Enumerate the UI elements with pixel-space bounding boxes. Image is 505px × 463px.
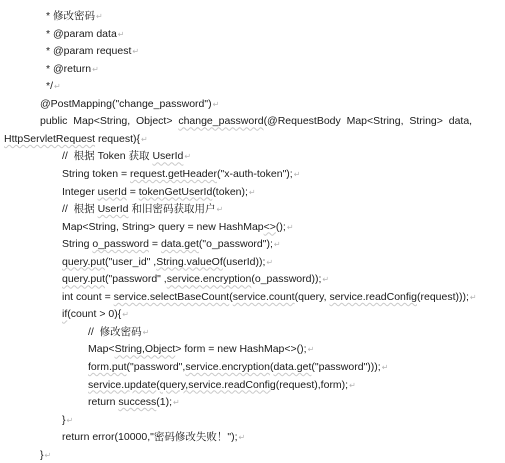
code-line bbox=[88, 360, 388, 374]
code-text: ("password"))); bbox=[311, 361, 381, 373]
paragraph-mark-icon: ↵ bbox=[469, 292, 477, 302]
code-line bbox=[62, 290, 477, 304]
spellcheck-flagged-text: o_password bbox=[92, 238, 149, 251]
code-text: (count > 0){ bbox=[67, 308, 122, 321]
code-line bbox=[46, 79, 61, 93]
spellcheck-flagged-text: service.update bbox=[88, 378, 157, 391]
spellcheck-flagged-text: <> bbox=[263, 220, 276, 233]
spellcheck-flagged-text: String,Object bbox=[114, 343, 176, 356]
paragraph-mark-icon: ↵ bbox=[212, 99, 220, 109]
code-text: (token); bbox=[212, 185, 248, 198]
code-text: = bbox=[148, 238, 161, 251]
code-text: (request),form); bbox=[275, 378, 349, 391]
code-text: ( bbox=[156, 378, 160, 391]
code-text: // 根据 Token 获取 bbox=[62, 150, 153, 163]
code-line bbox=[62, 237, 281, 251]
code-text: request){ bbox=[95, 132, 140, 145]
spellcheck-flagged-text: String.valueOf bbox=[156, 255, 223, 268]
code-text: String bbox=[62, 238, 93, 251]
paragraph-mark-icon: ↵ bbox=[96, 12, 103, 21]
spellcheck-flagged-text: request.getHeader bbox=[130, 167, 217, 180]
paragraph-mark-icon: ↵ bbox=[381, 363, 389, 372]
code-text: @PostMapping("change_password") bbox=[40, 97, 212, 110]
code-line bbox=[46, 62, 99, 76]
code-text: (userId)); bbox=[222, 255, 266, 268]
code-line bbox=[88, 325, 149, 339]
spellcheck-flagged-text: UserId bbox=[152, 150, 184, 163]
spellcheck-flagged-text: tokenGetUserId bbox=[138, 185, 213, 198]
spellcheck-flagged-text: service.readConfig bbox=[329, 290, 417, 303]
spellcheck-flagged-text: form.put bbox=[88, 361, 127, 373]
code-text: Map<String, String> query = new HashMap bbox=[62, 220, 264, 233]
code-line bbox=[40, 448, 51, 462]
code-text: ("password", bbox=[126, 361, 186, 373]
code-line bbox=[40, 97, 219, 111]
code-text: (@RequestBody Map<String, String> data, bbox=[263, 115, 473, 128]
code-line bbox=[4, 132, 148, 146]
spellcheck-flagged-text: service.selectBaseCount bbox=[113, 290, 230, 303]
code-text: return error(10000,"密码修改失败！"); bbox=[62, 431, 238, 444]
code-text: 和旧密码获取用户 bbox=[128, 203, 216, 216]
code-text: public Map<String, Object> bbox=[40, 115, 179, 128]
code-text: > form = new HashMap<>(); bbox=[175, 343, 307, 356]
spellcheck-flagged-text: HttpServletRequest bbox=[4, 132, 96, 145]
paragraph-mark-icon: ↵ bbox=[92, 64, 99, 74]
paragraph-mark-icon: ↵ bbox=[307, 345, 315, 355]
code-text: * 修改密码 bbox=[46, 10, 96, 22]
code-text: ("user_id" , bbox=[105, 255, 157, 268]
code-text: * @param data bbox=[46, 27, 117, 40]
paragraph-mark-icon: ↵ bbox=[273, 240, 281, 250]
code-line bbox=[62, 272, 329, 286]
code-text: = bbox=[126, 185, 139, 198]
spellcheck-flagged-text: query.put bbox=[62, 273, 105, 286]
paragraph-mark-icon: ↵ bbox=[322, 275, 330, 285]
code-text: */ bbox=[46, 80, 54, 93]
spellcheck-flagged-text: if bbox=[62, 308, 68, 321]
spellcheck-flagged-text: service.count bbox=[232, 290, 295, 303]
code-text: ( bbox=[229, 290, 233, 303]
code-text: int count = bbox=[62, 290, 114, 303]
paragraph-mark-icon: ↵ bbox=[142, 327, 150, 337]
code-line bbox=[62, 430, 245, 444]
paragraph-mark-icon: ↵ bbox=[122, 310, 129, 320]
code-text: * @return bbox=[46, 62, 92, 75]
code-line bbox=[46, 44, 139, 58]
code-text: (); bbox=[275, 220, 286, 233]
paragraph-mark-icon: ↵ bbox=[117, 29, 125, 39]
spellcheck-flagged-text: userId bbox=[97, 185, 127, 198]
code-text: ( bbox=[269, 361, 274, 373]
paragraph-mark-icon: ↵ bbox=[141, 134, 148, 144]
code-text: } bbox=[40, 448, 44, 461]
spellcheck-flagged-text: success bbox=[118, 396, 157, 409]
code-text: Integer bbox=[62, 185, 98, 198]
spellcheck-flagged-text: query,service.readConfig bbox=[159, 378, 276, 391]
code-text: ("x-auth-token"); bbox=[216, 167, 293, 180]
paragraph-mark-icon: ↵ bbox=[248, 187, 256, 197]
paragraph-mark-icon: ↵ bbox=[286, 222, 294, 232]
code-text: // 修改密码 bbox=[88, 325, 142, 338]
code-line bbox=[88, 378, 356, 392]
spellcheck-flagged-text: service.encryption bbox=[166, 273, 252, 286]
code-text: ("o_password"); bbox=[198, 238, 273, 251]
paragraph-mark-icon: ↵ bbox=[132, 47, 140, 57]
paragraph-mark-icon: ↵ bbox=[66, 415, 74, 425]
code-text: * @param request bbox=[46, 45, 132, 58]
paragraph-mark-icon: ↵ bbox=[216, 205, 224, 215]
spellcheck-flagged-text: data.get bbox=[273, 361, 312, 373]
code-line bbox=[40, 114, 472, 128]
paragraph-mark-icon: ↵ bbox=[349, 380, 356, 390]
code-text: } bbox=[62, 413, 66, 426]
code-line bbox=[62, 167, 300, 181]
spellcheck-flagged-text: change_password bbox=[178, 115, 264, 128]
code-line bbox=[88, 395, 180, 409]
code-text: (o_password)); bbox=[251, 273, 322, 286]
spellcheck-flagged-text: query.put bbox=[62, 255, 105, 268]
code-line bbox=[88, 342, 314, 356]
paragraph-mark-icon: ↵ bbox=[293, 169, 301, 179]
paragraph-mark-icon: ↵ bbox=[173, 398, 180, 408]
code-text: (1); bbox=[156, 396, 173, 409]
spellcheck-flagged-text: UserId bbox=[97, 203, 129, 216]
code-line bbox=[62, 185, 256, 199]
paragraph-mark-icon: ↵ bbox=[238, 433, 246, 443]
code-text: return bbox=[88, 396, 119, 409]
code-text: (query, bbox=[294, 290, 330, 303]
paragraph-mark-icon: ↵ bbox=[184, 152, 192, 162]
code-line bbox=[46, 27, 124, 41]
code-line bbox=[62, 220, 294, 234]
code-line bbox=[62, 202, 223, 216]
code-line bbox=[62, 307, 129, 321]
code-line bbox=[62, 149, 191, 163]
code-text: (request))); bbox=[416, 290, 469, 303]
paragraph-mark-icon: ↵ bbox=[54, 82, 61, 92]
spellcheck-flagged-text: service.encryption bbox=[185, 361, 270, 373]
spellcheck-flagged-text: data.get bbox=[160, 238, 199, 251]
paragraph-mark-icon: ↵ bbox=[266, 257, 274, 267]
code-text: Map< bbox=[88, 343, 115, 356]
code-line bbox=[46, 9, 103, 23]
code-text: // 根据 bbox=[62, 203, 98, 216]
code-text: ("password" , bbox=[105, 273, 167, 286]
code-text: String token = bbox=[62, 167, 130, 180]
code-line bbox=[62, 255, 273, 269]
paragraph-mark-icon: ↵ bbox=[44, 450, 52, 460]
code-line bbox=[62, 413, 73, 427]
